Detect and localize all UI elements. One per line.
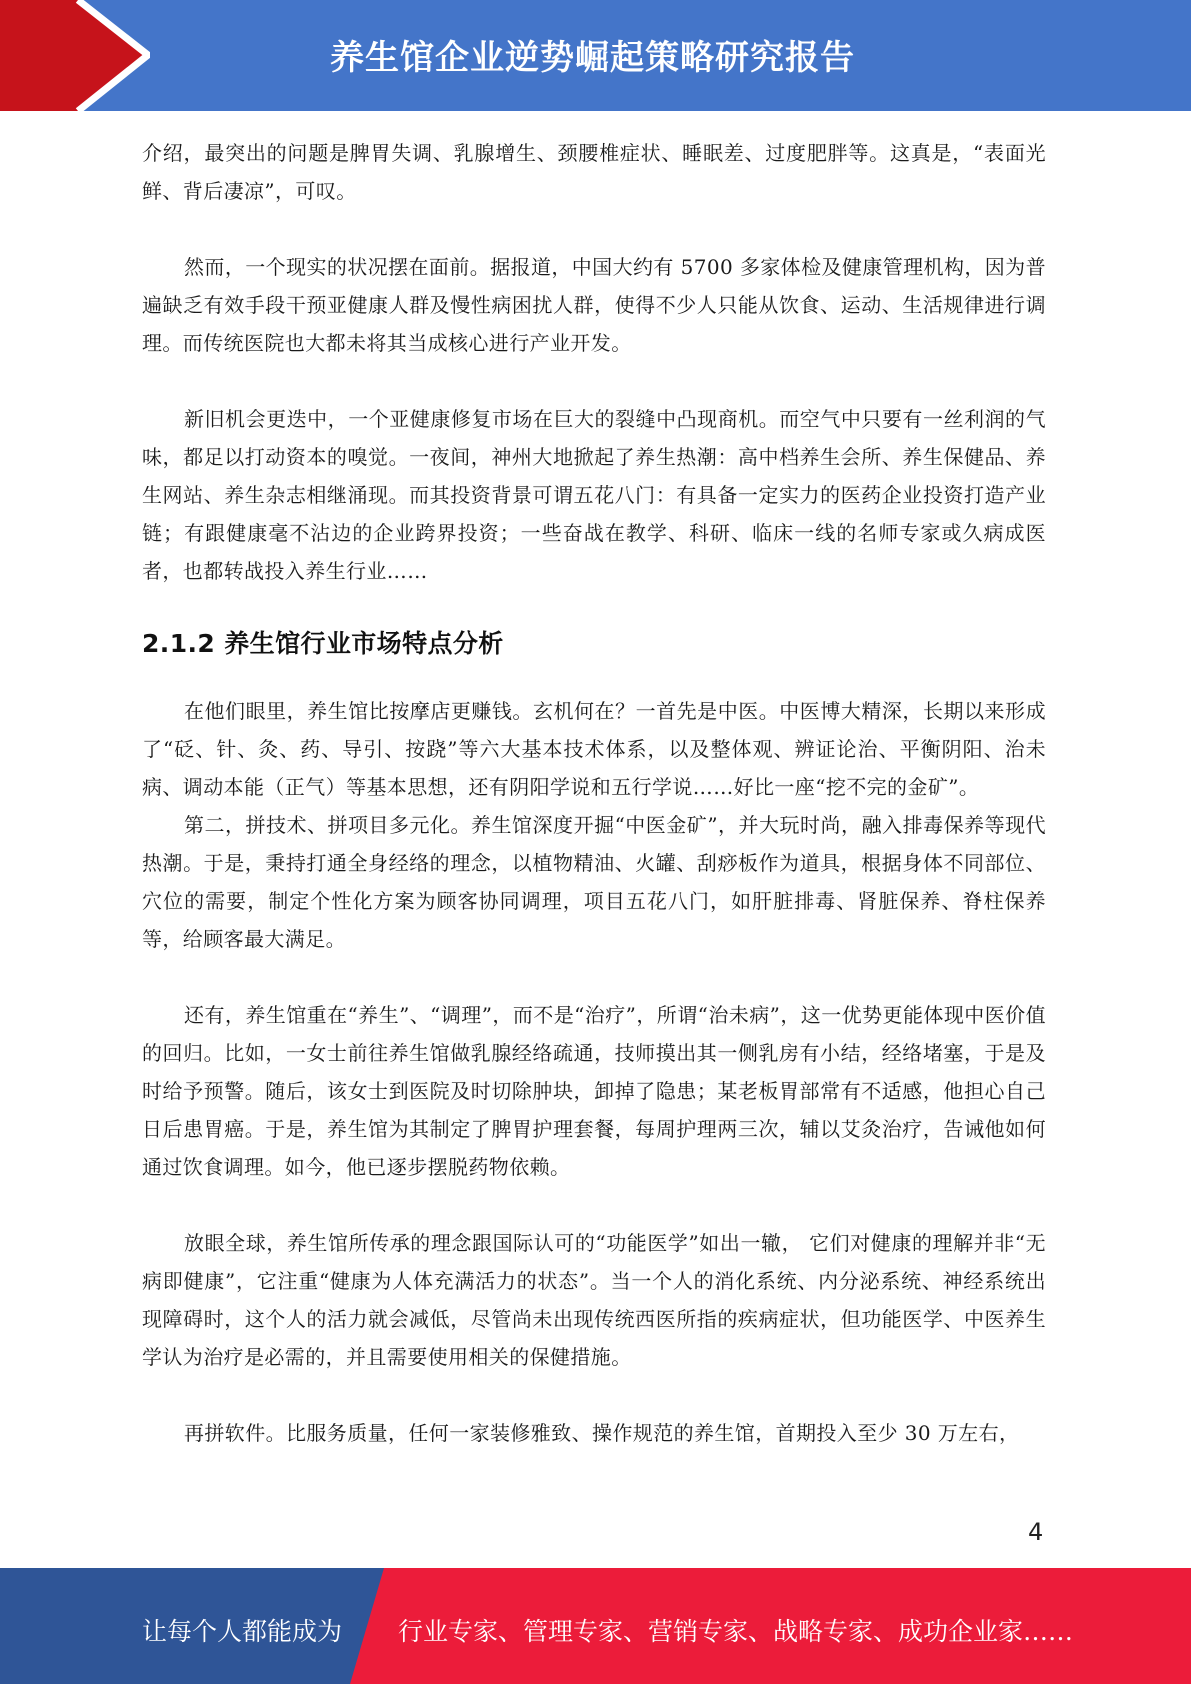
page-number: 4 xyxy=(1028,1518,1044,1546)
paragraph: 然而，一个现实的状况摆在面前。据报道，中国大约有 5700 多家体检及健康管理机构，因为普遍缺乏有效手段干预亚健康人群及慢性病困扰人群，使得不少人只能从饮食、运动、生活规律进行调理。而传统医院也大都未将其当成核心进行产业开发。 xyxy=(142,255,1046,355)
paragraph: 再拼软件。比服务质量，任何一家装修雅致、操作规范的养生馆，首期投入至少 30 万左右， xyxy=(184,1421,1020,1445)
paragraph: 还有，养生馆重在“养生”、“调理”，而不是“治疗”，所谓“治未病”，这一优势更能体现中医价值的回归。比如，一女士前往养生馆做乳腺经络疏通，技师摸出其一侧乳房有小结，经络堵塞，于是及时给予预警。随后，该女士到医院及时切除肿块，卸掉了隐患；某老板胃部常有不适感，他担心自己日后患胃癌。于是，养生馆为其制定了脾胃护理套餐，每周护理两三次，辅以艾灸治疗，告诫他如何通过饮食调理。如今，他已逐步摆脱药物依赖。 xyxy=(142,1003,1046,1179)
footer-slogan-right: 行业专家、管理专家、营销专家、战略专家、成功企业家…… xyxy=(398,1617,1074,1646)
paragraph: 第二，拼技术、拼项目多元化。养生馆深度开掘“中医金矿”，并大玩时尚，融入排毒保养等现代热潮。于是，秉持打通全身经络的理念，以植物精油、火罐、刮痧板作为道具，根据身体不同部位、穴位的需要，制定个性化方案为顾客协同调理，项目五花八门，如肝脏排毒、肾脏保养、脊柱保养等，给顾客最大满足。 xyxy=(142,813,1046,951)
section-heading: 2.1.2 养生馆行业市场特点分析 xyxy=(142,629,504,658)
report-body xyxy=(142,134,1046,1452)
page-footer xyxy=(0,1568,1191,1684)
paragraph: 新旧机会更迭中，一个亚健康修复市场在巨大的裂缝中凸现商机。而空气中只要有一丝利润的气味，都足以打动资本的嗅觉。一夜间，神州大地掀起了养生热潮：高中档养生会所、养生保健品、养生网站、养生杂志相继涌现。而其投资背景可谓五花八门：有具备一定实力的医药企业投资打造产业链；有跟健康毫不沾边的企业跨界投资；一些奋战在教学、科研、临床一线的名师专家或久病成医者，也都转战投入养生行业…… xyxy=(142,407,1046,583)
paragraph: 在他们眼里，养生馆比按摩店更赚钱。玄机何在？一首先是中医。中医博大精深，长期以来形成了“砭、针、灸、药、导引、按跷”等六大基本技术体系，以及整体观、辨证论治、平衡阴阳、治未病、调动本能（正气）等基本思想，还有阴阳学说和五行学说……好比一座“挖不完的金矿”。 xyxy=(142,699,1046,799)
paragraph: 放眼全球，养生馆所传承的理念跟国际认可的“功能医学”如出一辙， 它们对健康的理解并非“无病即健康”，它注重“健康为人体充满活力的状态”。当一个人的消化系统、内分泌系统、神经系统出现障碍时，这个人的活力就会减低，尽管尚未出现传统西医所指的疾病症状，但功能医学、中医养生学认为治疗是必需的，并且需要使用相关的保健措施。 xyxy=(142,1231,1046,1369)
footer-slogan-left: 让每个人都能成为 xyxy=(142,1617,343,1646)
header-red-arrow-icon xyxy=(0,0,150,111)
page-header xyxy=(0,0,1191,111)
paragraph: 介绍，最突出的问题是脾胃失调、乳腺增生、颈腰椎症状、睡眠差、过度肥胖等。这真是，“表面光鲜、背后凄凉”，可叹。 xyxy=(142,141,1046,203)
document-title: 养生馆企业逆势崛起策略研究报告 xyxy=(330,38,855,78)
